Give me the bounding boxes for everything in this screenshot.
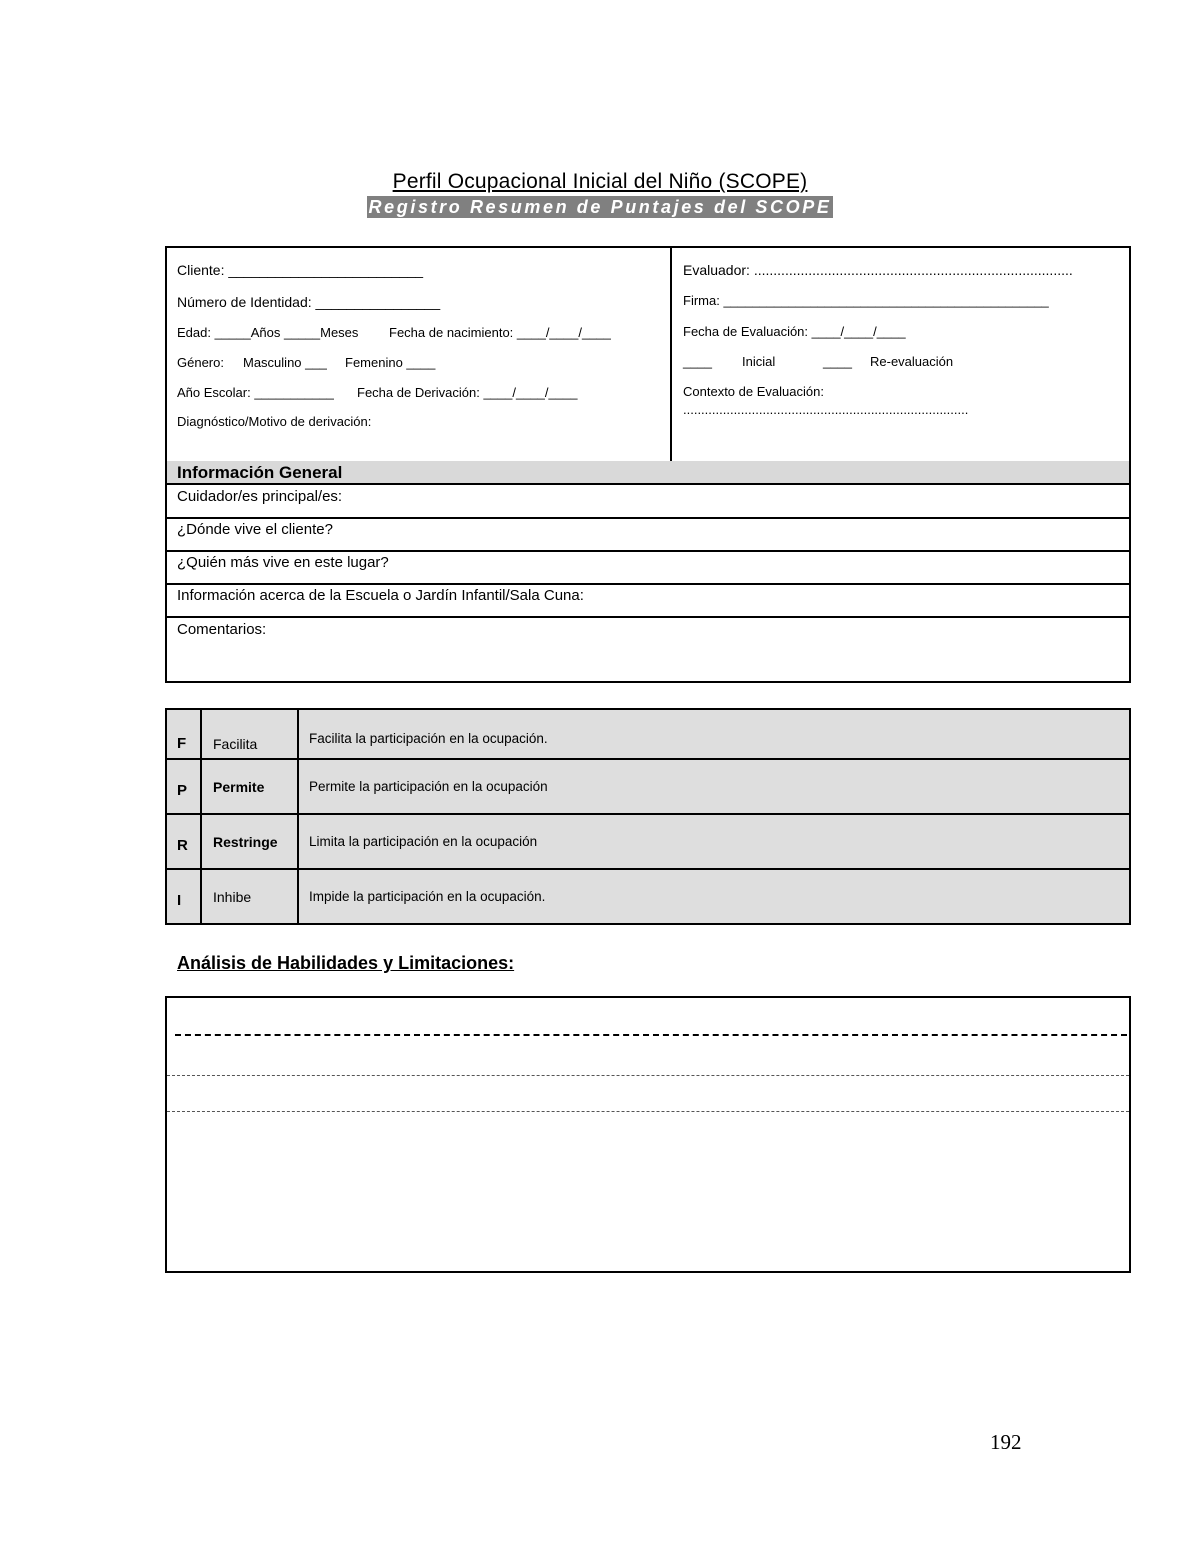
ano-escolar-field[interactable]: Año Escolar: ___________ bbox=[177, 385, 334, 400]
numero-identidad-field[interactable]: Número de Identidad: ________________ bbox=[177, 294, 441, 310]
page-title: Perfil Ocupacional Inicial del Niño (SCOPE) bbox=[392, 170, 808, 193]
inicial-label: Inicial bbox=[742, 354, 776, 369]
reevaluacion-label: Re-evaluación bbox=[870, 354, 954, 369]
legend-row-p bbox=[167, 760, 1129, 813]
legend-letter: F bbox=[177, 735, 187, 752]
legend-name: Facilita bbox=[213, 736, 258, 752]
contexto-line[interactable]: ............................................................................... bbox=[683, 402, 969, 417]
fecha-derivacion-field[interactable]: Fecha de Derivación: ____/____/____ bbox=[357, 385, 578, 400]
row-comentarios-label: Comentarios: bbox=[177, 621, 267, 638]
rating-legend-table bbox=[165, 708, 1131, 925]
diagnostico-field[interactable]: Diagnóstico/Motivo de derivación: bbox=[177, 414, 372, 429]
legend-row-f bbox=[167, 710, 1129, 758]
cliente-field[interactable]: Cliente: _________________________ bbox=[177, 262, 424, 278]
analysis-line bbox=[167, 1111, 1129, 1112]
fecha-evaluacion-field[interactable]: Fecha de Evaluación: ____/____/____ bbox=[683, 324, 906, 339]
row-donde-vive[interactable] bbox=[167, 519, 1129, 550]
contexto-label: Contexto de Evaluación: bbox=[683, 384, 824, 399]
inicial-blank[interactable]: ____ bbox=[683, 354, 712, 369]
legend-name: Restringe bbox=[213, 834, 278, 850]
row-cuidador[interactable] bbox=[167, 485, 1129, 517]
fecha-nacimiento-field[interactable]: Fecha de nacimiento: ____/____/____ bbox=[389, 325, 611, 340]
legend-letter: P bbox=[177, 782, 188, 799]
firma-field[interactable]: Firma: _____________________________________________ bbox=[683, 293, 1049, 308]
analysis-line bbox=[167, 1075, 1129, 1076]
row-cuidador-label: Cuidador/es principal/es: bbox=[177, 488, 343, 505]
reevaluacion-blank[interactable]: ____ bbox=[823, 354, 852, 369]
analysis-box[interactable] bbox=[165, 996, 1131, 1273]
subtitle-wrap bbox=[0, 196, 1200, 218]
legend-letter: R bbox=[177, 837, 188, 854]
masculino-field[interactable]: Masculino ___ bbox=[243, 355, 327, 370]
page-number: 192 bbox=[990, 1430, 1022, 1454]
analysis-line bbox=[175, 1034, 1127, 1036]
edad-field[interactable]: Edad: _____Años _____Meses bbox=[177, 325, 359, 340]
legend-name: Permite bbox=[213, 779, 265, 795]
column-divider bbox=[670, 248, 672, 461]
evaluador-field[interactable]: Evaluador: .................................................................................. bbox=[683, 262, 1073, 278]
page-subtitle: Registro Resumen de Puntajes del SCOPE bbox=[368, 197, 832, 217]
genero-label: Género: bbox=[177, 355, 224, 370]
row-quien-vive-label: ¿Quién más vive en este lugar? bbox=[177, 554, 389, 571]
row-escuela-label: Información acerca de la Escuela o Jardín Infantil/Sala Cuna: bbox=[177, 587, 584, 604]
legend-description: Facilita la participación en la ocupación. bbox=[309, 731, 548, 746]
client-info-box bbox=[165, 246, 1131, 683]
row-donde-vive-label: ¿Dónde vive el cliente? bbox=[177, 521, 333, 538]
general-info-heading-text: Información General bbox=[177, 463, 343, 482]
legend-description: Limita la participación en la ocupación bbox=[309, 834, 538, 849]
legend-name: Inhibe bbox=[213, 889, 252, 905]
row-escuela[interactable] bbox=[167, 585, 1129, 616]
legend-row-i bbox=[167, 870, 1129, 923]
legend-row-r bbox=[167, 815, 1129, 868]
legend-description: Impide la participación en la ocupación. bbox=[309, 889, 546, 904]
legend-description: Permite la participación en la ocupación bbox=[309, 779, 548, 794]
analysis-title: Análisis de Habilidades y Limitaciones: bbox=[177, 953, 515, 973]
legend-letter: I bbox=[177, 892, 182, 909]
row-quien-vive[interactable] bbox=[167, 552, 1129, 583]
general-info-heading bbox=[167, 461, 1129, 485]
row-comentarios[interactable] bbox=[167, 618, 1129, 681]
femenino-field[interactable]: Femenino ____ bbox=[345, 355, 436, 370]
